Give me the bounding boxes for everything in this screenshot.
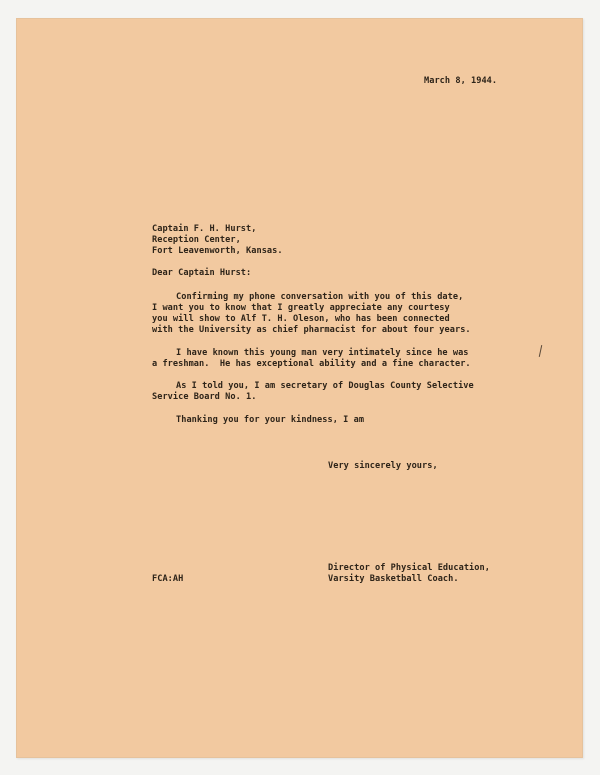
paragraph-1-line-3: you will show to Alf T. H. Oleson, who has been connected bbox=[152, 314, 450, 324]
paragraph-3-line-2: Service Board No. 1. bbox=[152, 392, 257, 402]
letter-date: March 8, 1944. bbox=[424, 76, 498, 86]
paragraph-2-line-1: I have known this young man very intimately since he was bbox=[176, 348, 469, 358]
recipient-organization: Reception Center, bbox=[152, 235, 241, 245]
paragraph-1-line-1: Confirming my phone conversation with you of this date, bbox=[176, 292, 464, 302]
paragraph-2-line-2: a freshman. He has exceptional ability and a fine character. bbox=[152, 359, 471, 369]
signature-title-line-1: Director of Physical Education, bbox=[328, 563, 490, 573]
paragraph-3-line-1: As I told you, I am secretary of Douglas County Selective bbox=[176, 381, 474, 391]
closing: Very sincerely yours, bbox=[328, 461, 438, 471]
paragraph-1-line-4: with the University as chief pharmacist for about four years. bbox=[152, 325, 471, 335]
recipient-name: Captain F. H. Hurst, bbox=[152, 224, 257, 234]
typist-initials: FCA:AH bbox=[152, 574, 184, 584]
salutation: Dear Captain Hurst: bbox=[152, 268, 252, 278]
recipient-location: Fort Leavenworth, Kansas. bbox=[152, 246, 283, 256]
paragraph-1-line-2: I want you to know that I greatly appreciate any courtesy bbox=[152, 303, 450, 313]
signature-title-line-2: Varsity Basketball Coach. bbox=[328, 574, 459, 584]
paragraph-4-line-1: Thanking you for your kindness, I am bbox=[176, 415, 365, 425]
